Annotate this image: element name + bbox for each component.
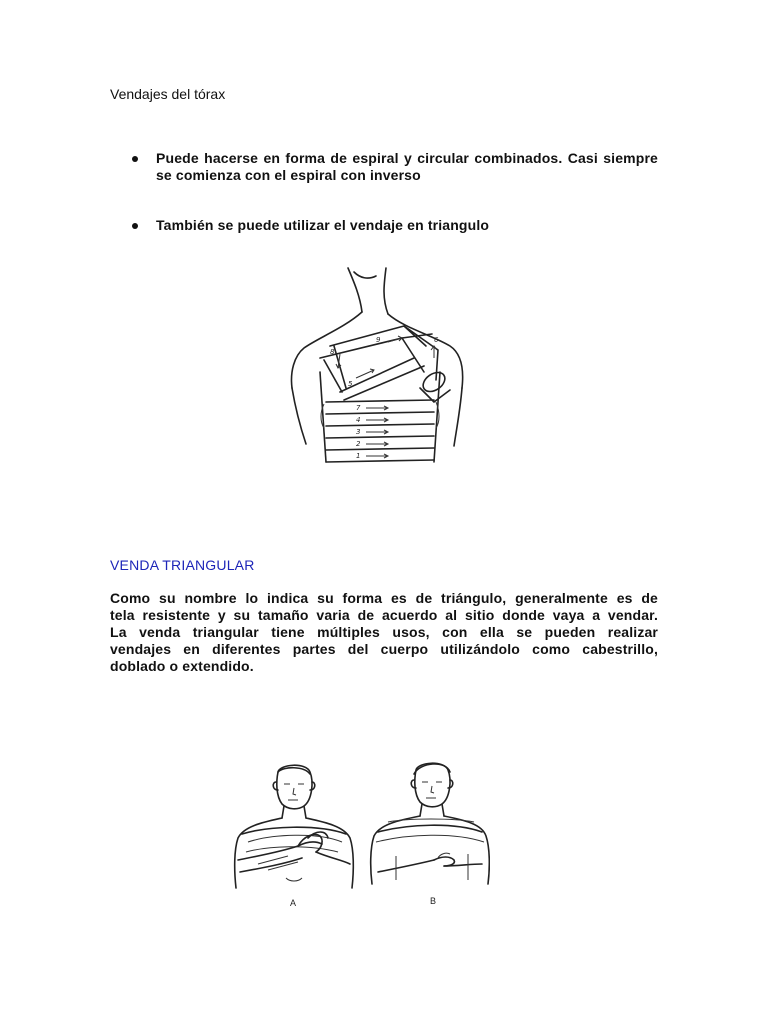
- figure-number: 2: [356, 440, 361, 448]
- figure-label-b: B: [430, 896, 437, 906]
- paragraph-line: tela resistente y su tamaño varia de acuerdo al sitio donde vaya a vendar.: [110, 607, 658, 623]
- figure-number: 6: [434, 336, 439, 344]
- figure-label-a: A: [290, 898, 297, 908]
- figure-number: 4: [356, 416, 361, 424]
- bullet-text: Puede hacerse en forma de espiral y circular combinados. Casi siempre se comienza con el espiral con inverso: [156, 150, 658, 183]
- figure-number: 7: [356, 404, 361, 412]
- page-heading: Vendajes del tórax: [110, 86, 226, 102]
- triangular-bandage-illustration: [228, 760, 490, 910]
- figure-b: [371, 763, 490, 906]
- bullet-item: [110, 150, 658, 184]
- paragraph-line: doblado o extendido.: [110, 658, 254, 674]
- figure-number: 8: [330, 348, 335, 356]
- paragraph-line: Como su nombre lo indica su forma es de triángulo, generalmente es de: [110, 590, 658, 606]
- bullet-text: También se puede utilizar el vendaje en triangulo: [156, 217, 490, 233]
- figure-number: 5: [348, 380, 353, 388]
- figure-number: 9: [376, 336, 381, 344]
- bullet-list: [110, 150, 658, 234]
- figure-a: [235, 765, 354, 908]
- section-title: VENDA TRIANGULAR: [110, 557, 255, 573]
- figure-number: 1: [356, 452, 361, 460]
- paragraph: [110, 590, 658, 675]
- bullet-dot-icon: [132, 156, 138, 162]
- figure-number: 3: [356, 428, 361, 436]
- paragraph-line: La venda triangular tiene múltiples usos, con ella se pueden realizar: [110, 624, 658, 640]
- paragraph-line: vendajes en diferentes partes del cuerpo utilizándolo como cabestrillo,: [110, 641, 658, 657]
- bullet-item: [110, 217, 658, 234]
- bullet-dot-icon: [132, 223, 138, 229]
- chest-bandage-illustration: [284, 262, 484, 482]
